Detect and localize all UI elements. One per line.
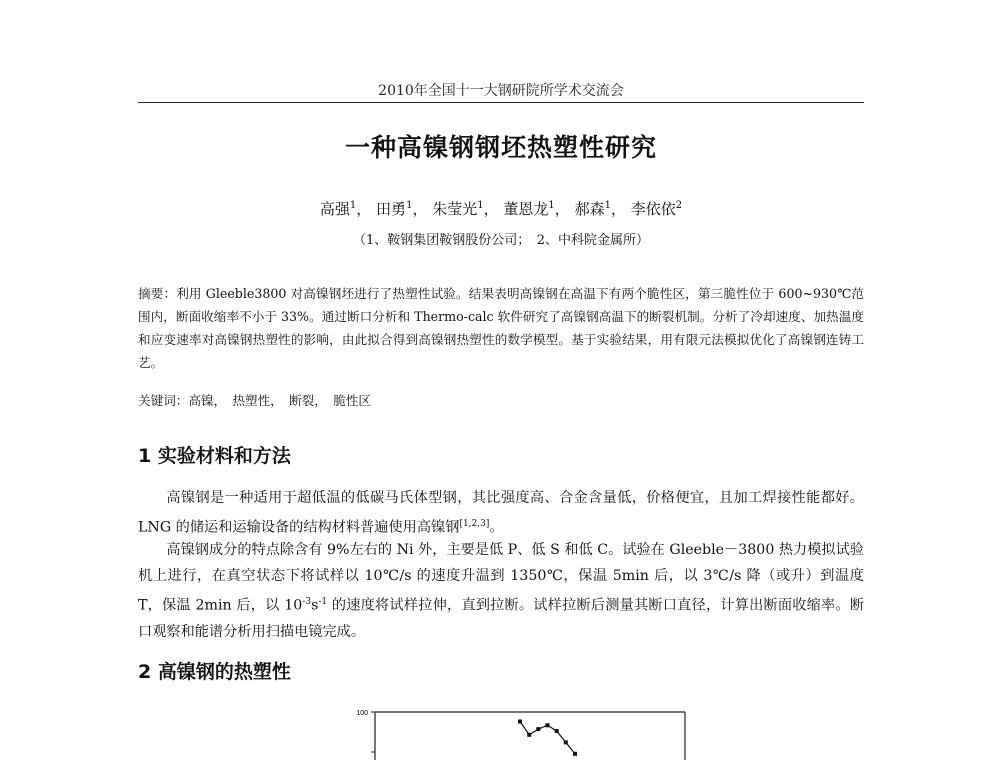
keywords	[138, 390, 864, 409]
data-point	[518, 720, 522, 724]
citation: [1,2,3]	[459, 519, 490, 529]
section-1-paragraph-2	[138, 537, 864, 645]
author: 朱莹光	[432, 200, 478, 218]
data-point	[546, 723, 550, 727]
paragraph-text: 高镍钢成分的特点除含有 9%左右的 Ni 外，主要是低 P、低 S 和低 C。试验在 Gleeble－3800 热力模拟试验机上进行，在真空状态下将试样以 10℃/s 的速度升温到 1350℃，保温 5min 后，以 3℃/s 降（或升）到温度 T，保温 2min 后，以 10	[138, 542, 864, 614]
exponent: -3	[302, 597, 312, 607]
paper-title: 一种高镍钢钢坯热塑性研究	[344, 133, 657, 162]
data-point	[536, 727, 540, 731]
author-affiliation-mark: 1	[349, 200, 357, 211]
author: 李依依	[630, 200, 676, 218]
running-head: 2010年全国十一大钢研院所学术交流会	[378, 83, 624, 99]
abstract-text: 利用 Gleeble3800 对高镍钢坯进行了热塑性试验。结果表明高镍钢在高温下有两个脆性区，第三脆性位于 600~930℃范围内，断面收缩率不小于 33%。通过断口分析和 Thermo-calc 软件研究了高镍钢高温下的断裂机制。分析了冷却速度、加热温度和应变速率对高镍钢热塑性的影响，由此拟合得到高镍钢热塑性的数学模型。基于实验结果，用有限元法模拟优化了高镍钢连铸工艺。	[138, 286, 865, 370]
hot-ductility-chart	[330, 700, 710, 760]
header-rule	[138, 102, 864, 103]
author: 郝森	[574, 200, 605, 218]
author-affiliation-mark: 1	[548, 200, 555, 211]
chart-y-tick-label: 100	[356, 710, 368, 717]
data-point	[564, 740, 568, 744]
abstract-label: 摘要：	[138, 286, 177, 301]
keywords-label: 关键词：	[138, 393, 189, 408]
paragraph-text: 的速度将试样拉伸，直到拉断。试样拉断后测量其断口直径，计算出断面收缩率。断口观察和能谱分析用扫描电镜完成。	[138, 597, 865, 640]
exponent: -1	[318, 597, 328, 607]
chart-series	[518, 720, 577, 756]
data-point	[573, 752, 577, 756]
keywords-text: 高镍， 热塑性， 断裂， 脆性区	[188, 393, 371, 408]
section-2-heading: 2 高镍钢的热塑性	[138, 661, 291, 683]
author-affiliation-mark: 1	[477, 200, 484, 211]
section-1-heading: 1 实验材料和方法	[138, 445, 291, 467]
paragraph-text: s	[311, 597, 319, 614]
data-point	[555, 729, 559, 733]
abstract	[138, 282, 864, 374]
author-affiliation-mark: 1	[604, 200, 611, 211]
author: 田勇	[376, 200, 407, 218]
author: 董恩龙	[503, 200, 549, 218]
affiliations: （1、鞍钢集团鞍钢股份公司； 2、中科院金属所）	[352, 233, 650, 248]
section-1-paragraph-1	[138, 485, 864, 541]
author-affiliation-mark: 2	[675, 200, 683, 211]
author-affiliation-mark: 1	[406, 200, 413, 211]
data-point	[527, 733, 531, 737]
author-list: 高强$^1$， 田勇$^1$， 朱莹光$^1$， 董恩龙$^1$， 郝森$^1$， 李依依$^2$	[319, 200, 683, 218]
author: 高强	[319, 200, 350, 218]
paragraph-text: 高镍钢是一种适用于超低温的低碳马氏体型钢，其比强度高、合金含量低，价格便宜，且加工焊接性能都好。LNG 的储运和运输设备的结构材料普遍使用高镍钢	[138, 490, 864, 536]
paragraph-end: 。	[489, 519, 504, 536]
